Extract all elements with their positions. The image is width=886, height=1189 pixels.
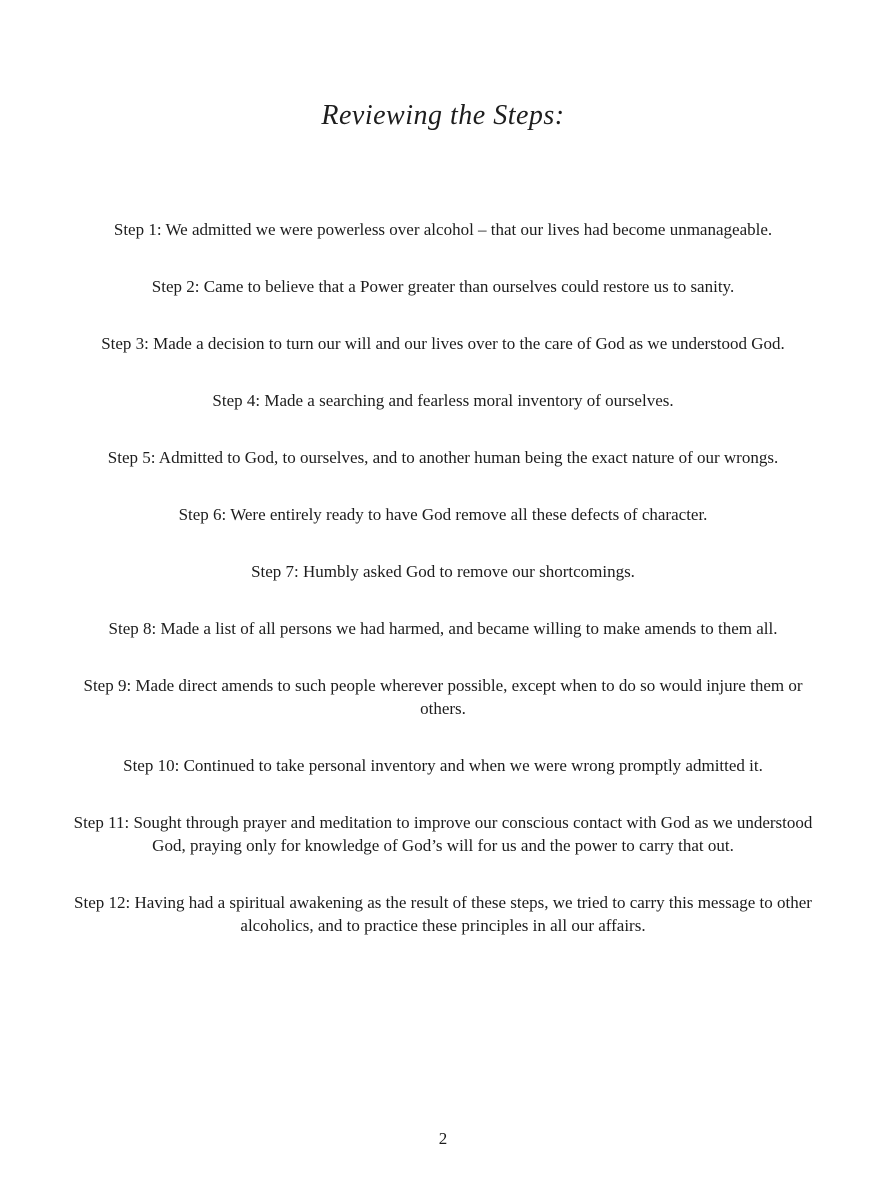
step-paragraph-7: Step 7: Humbly asked God to remove our shortcomings. [251,562,635,581]
step-paragraph-11: Step 11: Sought through prayer and meditation to improve our conscious contact with God as we understood God, praying only for knowledge of God’s will for us and the power to carry that out. [73,813,813,855]
steps-list [69,218,817,937]
page-number: 2 [438,1129,448,1148]
step-paragraph-8: Step 8: Made a list of all persons we had harmed, and became willing to make amends to them all. [108,619,778,638]
page-title: Reviewing the Steps: [321,100,565,131]
step-paragraph-3: Step 3: Made a decision to turn our will and our lives over to the care of God as we understood God. [101,334,785,353]
step-paragraph-6: Step 6: Were entirely ready to have God remove all these defects of character. [178,505,708,524]
step-paragraph-5: Step 5: Admitted to God, to ourselves, and to another human being the exact nature of our wrongs. [107,448,779,467]
step-paragraph-9: Step 9: Made direct amends to such people wherever possible, except when to do so would injure them or others. [83,676,803,718]
step-paragraph-1: Step 1: We admitted we were powerless over alcohol – that our lives had become unmanageable. [113,220,773,239]
step-paragraph-12: Step 12: Having had a spiritual awakening as the result of these steps, we tried to carry this message to other alcoholics, and to practice these principles in all our affairs. [74,893,812,935]
step-paragraph-2: Step 2: Came to believe that a Power greater than ourselves could restore us to sanity. [151,277,735,296]
step-paragraph-10: Step 10: Continued to take personal inventory and when we were wrong promptly admitted it. [123,756,763,775]
step-paragraph-4: Step 4: Made a searching and fearless moral inventory of ourselves. [212,391,674,410]
